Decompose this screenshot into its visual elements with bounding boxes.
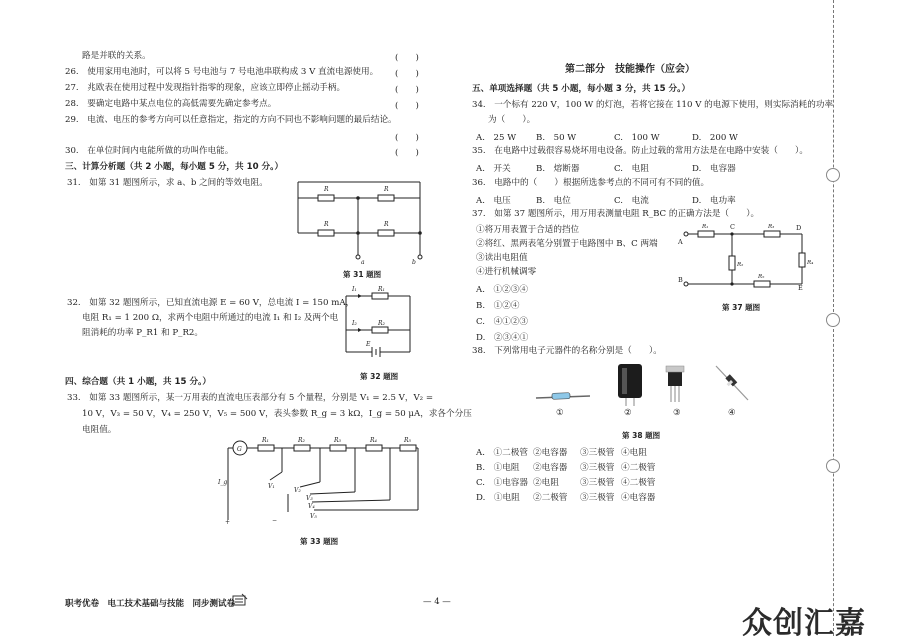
q36-option-d: D. 电功率	[692, 196, 736, 206]
svg-text:D: D	[796, 224, 802, 232]
capacitor-component-image	[618, 364, 642, 406]
q31: 31. 如第 31 题图所示，求 a、b 之间的等效电阻。	[67, 178, 268, 188]
svg-text:V₁: V₁	[268, 483, 275, 490]
q33-line2: 10 V，V₃ = 50 V，V₄ = 250 V，V₅ = 500 V，表头参数 R_g = 3 kΩ，I_g = 50 μA，求各个分压	[82, 409, 472, 419]
watermark-logo: 众创汇嘉	[742, 606, 866, 641]
q34-option-d: D. 200 W	[692, 133, 738, 143]
diode-component-image	[716, 366, 748, 400]
q36-option-a: A. 电压	[476, 196, 511, 206]
svg-text:R: R	[384, 186, 389, 193]
svg-text:E: E	[798, 284, 803, 292]
section-5-heading: 五、单项选择题（共 5 小题，每小题 3 分，共 15 分。）	[472, 84, 691, 94]
q36-option-c: C. 电流	[614, 196, 649, 206]
q37-option-c: C. ④①②③	[476, 317, 528, 327]
answer-paren: ( )	[395, 148, 419, 158]
svg-text:R₁: R₁	[378, 286, 385, 293]
q34-option-c: C. 100 W	[614, 133, 660, 143]
svg-text:R: R	[324, 221, 329, 228]
q38-option-a-1: A. ①二极管	[476, 448, 528, 458]
figure-37-caption: 第 37 题图	[722, 303, 761, 312]
svg-text:R₃: R₃	[768, 224, 775, 230]
svg-text:E: E	[366, 341, 371, 348]
book-icon	[232, 593, 248, 607]
q32-line1: 32. 如第 32 题图所示，已知直流电源 E = 60 V，总电流 I = 150 mA，	[67, 298, 355, 308]
answer-paren: ( )	[395, 101, 419, 111]
svg-text:V₃: V₃	[306, 495, 313, 502]
figure-32-circuit	[338, 282, 418, 362]
resistor-component-image	[536, 393, 590, 400]
svg-text:V₅: V₅	[310, 513, 317, 520]
figure-32-caption: 第 32 题图	[360, 372, 399, 381]
part-title: 第二部分 技能操作（应会）	[565, 64, 695, 75]
q38-option-d-3: ③三极管	[580, 493, 615, 503]
binding-hole	[826, 313, 840, 327]
svg-text:+: +	[225, 519, 231, 526]
q37-option-d: D. ②③④①	[476, 333, 529, 343]
q35-option-d: D. 电容器	[692, 164, 736, 174]
svg-text:R₁: R₁	[702, 224, 709, 230]
q32-line3: 阻消耗的功率 P_R1 和 P_R2。	[82, 328, 203, 338]
q38-option-c-4: ④二极管	[621, 478, 656, 488]
figure-33-circuit	[210, 432, 430, 532]
page-number: — 4 —	[423, 597, 451, 607]
figure-37-circuit	[676, 220, 816, 300]
svg-text:b: b	[412, 259, 416, 266]
binding-hole	[826, 168, 840, 182]
q34-line2: 为（ ）。	[488, 115, 536, 125]
q38-option-b-1: B. ①电阻	[476, 463, 520, 473]
svg-text:−: −	[272, 517, 278, 524]
q33-line1: 33. 如第 33 题图所示，某一万用表的直流电压表部分有 5 个量程，分别是 V₁ = 2.5 V，V₂ =	[67, 393, 434, 403]
q36-option-b: B. 电位	[536, 196, 571, 206]
svg-text:A: A	[678, 238, 683, 246]
svg-text:G: G	[237, 446, 242, 453]
svg-text:V₂: V₂	[294, 487, 301, 494]
q37-step-3: ③读出电阻值	[476, 253, 528, 263]
q37-step-4: ④进行机械调零	[476, 267, 537, 277]
svg-text:I₁: I₁	[352, 286, 357, 293]
section-3-heading: 三、计算分析题（共 2 小题，每小题 5 分，共 10 分。）	[65, 162, 284, 172]
q38-option-c-2: ②电阻	[533, 478, 559, 488]
svg-text:R: R	[324, 186, 329, 193]
q37-option-a: A. ①②③④	[476, 285, 528, 295]
svg-text:R₁: R₁	[262, 437, 269, 444]
figure-33-caption: 第 33 题图	[300, 537, 339, 546]
svg-text:R₂: R₂	[298, 437, 305, 444]
q35-option-b: B. 熔断器	[536, 164, 580, 174]
footer-series-title: 职考优卷 电工技术基础与技能 同步测试卷	[65, 599, 236, 609]
q35: 35. 在电路中过载很容易烧坏用电设备。防止过载的常用方法是在电路中安装（ ）。	[472, 146, 808, 156]
q26: 26. 使用家用电池时，可以将 5 号电池与 7 号电池串联构成 3 V 直流电源使用。	[65, 67, 379, 77]
q25-tail: 路是并联的关系。	[82, 51, 151, 61]
q38-label-4: ④	[728, 408, 736, 418]
q32-line2: 电阻 R₁ = 1 200 Ω，求两个电阻中所通过的电流 I₁ 和 I₂ 及两个电	[82, 313, 339, 323]
q34-option-b: B. 50 W	[536, 133, 577, 143]
q37-option-b: B. ①②④	[476, 301, 520, 311]
q30: 30. 在单位时间内电能所做的功叫作电能。	[65, 146, 234, 156]
svg-text:R₄: R₄	[370, 437, 377, 444]
q38-option-b-3: ③三极管	[580, 463, 615, 473]
svg-text:R₄: R₄	[807, 260, 814, 266]
q38-option-c-1: C. ①电容器	[476, 478, 528, 488]
q38-option-d-1: D. ①电阻	[476, 493, 520, 503]
answer-paren: ( )	[395, 53, 419, 63]
svg-text:R₂: R₂	[378, 320, 385, 327]
q38-option-b-2: ②电容器	[533, 463, 568, 473]
answer-paren: ( )	[395, 69, 419, 79]
figure-38-caption: 第 38 题图	[622, 431, 661, 440]
svg-text:a: a	[361, 259, 365, 266]
svg-text:R₅: R₅	[404, 437, 411, 444]
q37: 37. 如第 37 题图所示，用万用表测量电阻 R_BC 的正确方法是（ ）。	[472, 209, 760, 219]
q38-option-b-4: ④二极管	[621, 463, 656, 473]
q34-option-a: A. 25 W	[476, 133, 517, 143]
q38-option-a-4: ④电阻	[621, 448, 647, 458]
q38-option-d-4: ④电容器	[621, 493, 656, 503]
q33-line3: 电阻值。	[82, 425, 117, 435]
q27: 27. 兆欧表在使用过程中发现指针指零的现象，应该立即停止摇动手柄。	[65, 83, 346, 93]
svg-text:R₅: R₅	[758, 274, 765, 280]
q35-option-a: A. 开关	[476, 164, 511, 174]
answer-paren: ( )	[395, 85, 419, 95]
q38-label-3: ③	[673, 408, 681, 418]
q34-line1: 34. 一个标有 220 V，100 W 的灯泡，若将它接在 110 V 的电源下使用，则实际消耗的功率	[472, 100, 834, 110]
q38-option-d-2: ②二极管	[533, 493, 568, 503]
svg-text:I_g: I_g	[218, 479, 228, 486]
q38-option-c-3: ③三极管	[580, 478, 615, 488]
q35-option-c: C. 电阻	[614, 164, 649, 174]
transistor-component-image	[666, 366, 684, 402]
figure-31-caption: 第 31 题图	[343, 270, 382, 279]
section-4-heading: 四、综合题（共 1 小题，共 15 分。）	[65, 377, 211, 387]
q38-option-a-3: ③三极管	[580, 448, 615, 458]
q38-label-2: ②	[624, 408, 632, 418]
svg-text:R: R	[384, 221, 389, 228]
figure-38-components	[530, 360, 770, 408]
q37-step-2: ②将红、黑两表笔分别置于电路图中 B、C 两端	[476, 239, 658, 249]
svg-text:V₄: V₄	[308, 503, 315, 510]
svg-text:R₂: R₂	[737, 262, 744, 268]
svg-text:I₂: I₂	[352, 320, 357, 327]
q28: 28. 要确定电路中某点电位的高低需要先确定参考点。	[65, 99, 277, 109]
answer-paren: ( )	[395, 133, 419, 143]
svg-text:B: B	[678, 276, 683, 284]
q36: 36. 电路中的（ ）根据所选参考点的不同可有不同的值。	[472, 178, 710, 188]
q38: 38. 下列常用电子元器件的名称分别是（ ）。	[472, 346, 662, 356]
q38-option-a-2: ②电容器	[533, 448, 568, 458]
binding-hole	[826, 459, 840, 473]
svg-text:C: C	[730, 223, 735, 231]
q37-step-1: ①将万用表置于合适的挡位	[476, 225, 580, 235]
q29: 29. 电流、电压的参考方向可以任意指定，指定的方向不同也不影响问题的最后结论。	[65, 115, 397, 125]
svg-text:R₃: R₃	[334, 437, 341, 444]
q38-label-1: ①	[556, 408, 564, 418]
figure-31-circuit	[290, 176, 430, 266]
